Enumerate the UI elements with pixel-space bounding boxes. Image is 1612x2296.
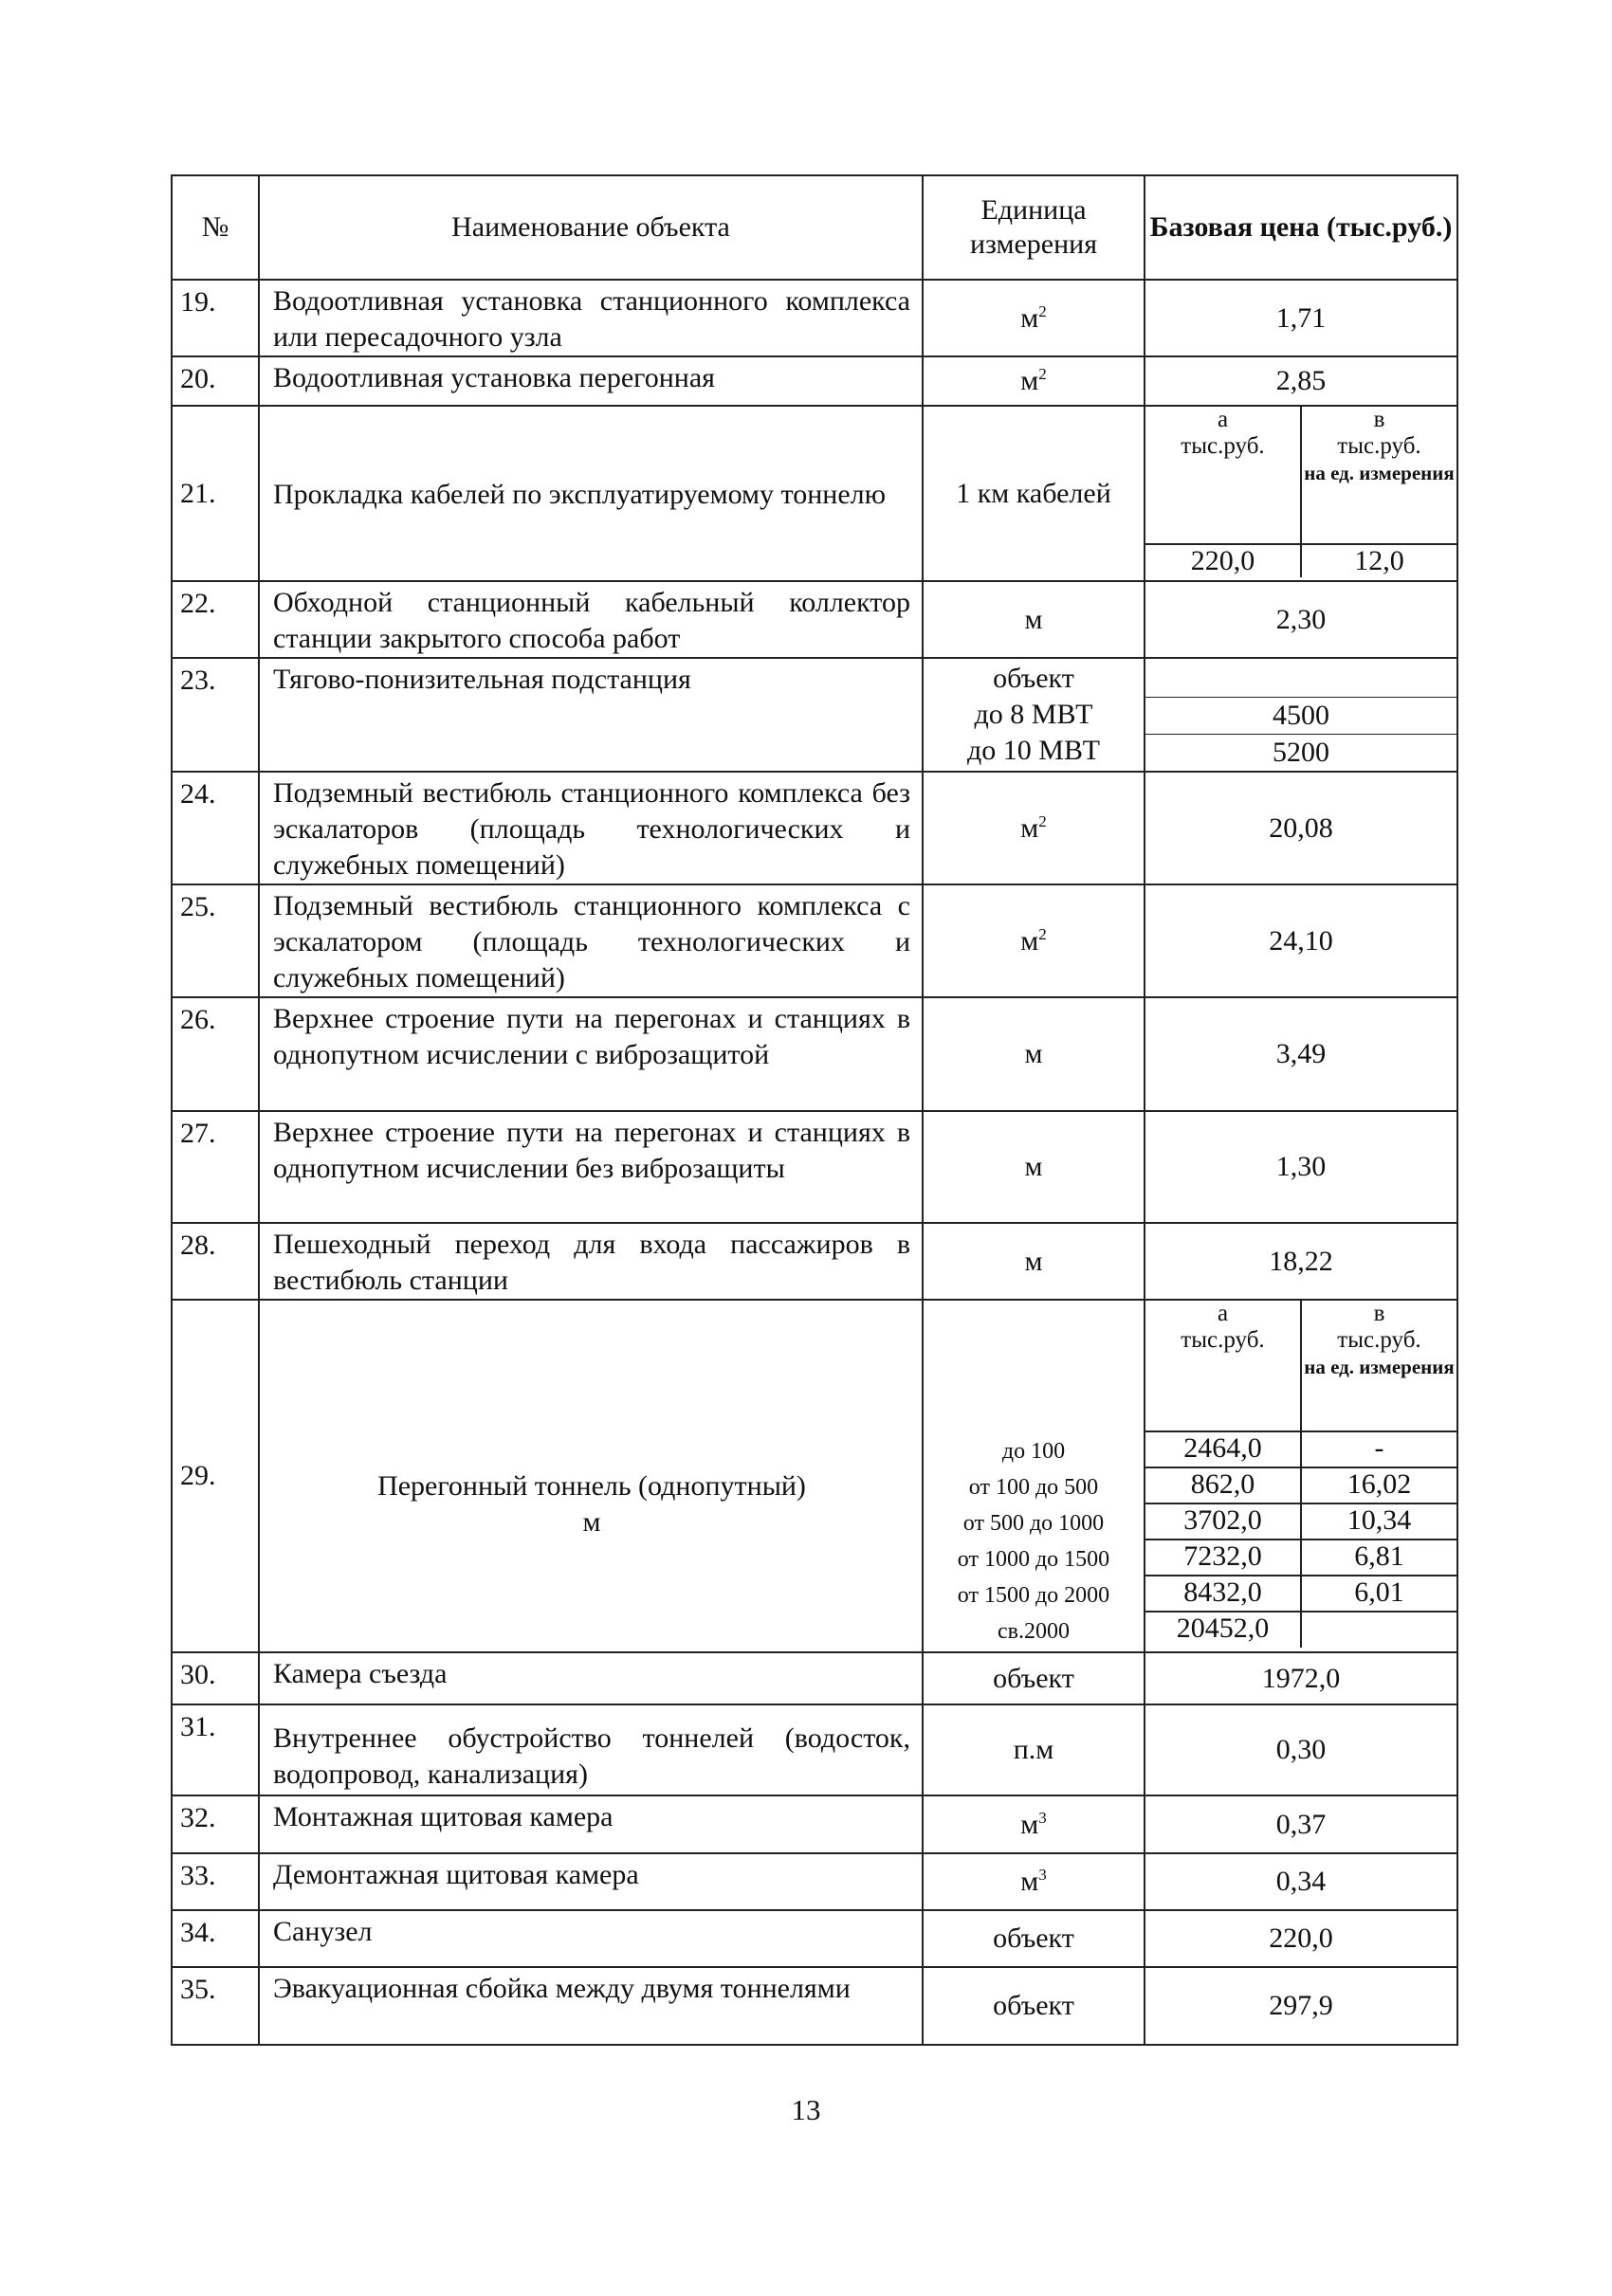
price-8mw: 4500 — [1145, 697, 1456, 734]
price-10mw: 5200 — [1145, 734, 1456, 771]
row-number: 32. — [172, 1795, 259, 1853]
table-row — [172, 406, 1457, 581]
row-unit: $м^3$ — [923, 1853, 1145, 1910]
row-name: Верхнее строение пути на перегонах и станциях в однопутном исчислении без виброзащиты — [259, 1111, 923, 1223]
table-row — [172, 1853, 1457, 1910]
price-split-table — [1145, 1301, 1456, 1648]
row-number: 24. — [172, 772, 259, 884]
row-number: 28. — [172, 1223, 259, 1300]
price-b — [1301, 1612, 1456, 1648]
row-name: Обходной станционный кабельный коллектор станции закрытого способа работ — [259, 581, 923, 658]
row-name: Тягово-понизительная подстанция — [259, 658, 923, 772]
row-price: 2,30 — [1145, 581, 1457, 658]
row-number: 21. — [172, 406, 259, 581]
price-table — [171, 174, 1458, 2046]
row-price: 0,34 — [1145, 1853, 1457, 1910]
table-row — [172, 1795, 1457, 1853]
row-number: 25. — [172, 884, 259, 997]
price-a: 2464,0 — [1145, 1431, 1301, 1467]
price-b: 6,81 — [1301, 1540, 1456, 1576]
table-row — [172, 1967, 1457, 2045]
row-number: 20. — [172, 356, 259, 406]
row-unit: п.м — [923, 1704, 1145, 1795]
table-row — [172, 1910, 1457, 1967]
row-number: 26. — [172, 997, 259, 1111]
price-a: 3702,0 — [1145, 1503, 1301, 1540]
row-number: 34. — [172, 1910, 259, 1967]
row-number: 35. — [172, 1967, 259, 2045]
price-b: 10,34 — [1301, 1503, 1456, 1540]
row-name: Прокладка кабелей по эксплуатируемому тоннелю — [259, 406, 923, 581]
range: до 100 — [1001, 1439, 1066, 1464]
price-b: 12,0 — [1301, 544, 1456, 577]
row-number: 29. — [172, 1300, 259, 1652]
row-unit: м — [923, 1223, 1145, 1300]
row-price: 0,30 — [1145, 1704, 1457, 1795]
table-row — [172, 772, 1457, 884]
table-row — [172, 581, 1457, 658]
row-name: Водоотливная установка перегонная — [259, 356, 923, 406]
row-name: Подземный вестибюль станционного комплекса с эскалатором (площадь технологических и служебных помещений) — [259, 884, 923, 997]
range: от 1000 до 1500 — [957, 1547, 1110, 1572]
row-number: 27. — [172, 1111, 259, 1223]
page-number: 13 — [791, 2093, 821, 2126]
row-name: Санузел — [259, 1910, 923, 1967]
table-row — [172, 356, 1457, 406]
table-row — [172, 1300, 1457, 1652]
header-no: № — [172, 175, 259, 280]
row-unit: объект — [923, 1652, 1145, 1704]
header-unit: Единица измерения — [923, 175, 1145, 280]
row-unit: $м^2$ — [923, 884, 1145, 997]
row-unit: объект — [923, 1910, 1145, 1967]
price-a: 220,0 — [1145, 544, 1301, 577]
row-price: 20,08 — [1145, 772, 1457, 884]
price-a: 7232,0 — [1145, 1540, 1301, 1576]
row-price: 1,30 — [1145, 1111, 1457, 1223]
row-unit: м — [923, 997, 1145, 1111]
subheader-a: а тыс.руб. — [1145, 407, 1301, 544]
row-price: 220,0 — [1145, 1910, 1457, 1967]
row-unit: $м^2$ — [923, 772, 1145, 884]
row-price-split — [1145, 406, 1457, 581]
row-number: 31. — [172, 1704, 259, 1795]
price-b: 16,02 — [1301, 1467, 1456, 1503]
table-row — [172, 1111, 1457, 1223]
row-price: 18,22 — [1145, 1223, 1457, 1300]
table-row — [172, 280, 1457, 356]
subheader-a: а тыс.руб. — [1145, 1301, 1301, 1431]
row-price: 24,10 — [1145, 884, 1457, 997]
row-unit-ranges — [923, 1300, 1145, 1652]
row-unit: объект — [923, 1967, 1145, 2045]
price-split-table — [1145, 407, 1456, 577]
price-a: 20452,0 — [1145, 1612, 1301, 1648]
row-number: 22. — [172, 581, 259, 658]
row-name: Подземный вестибюль станционного комплекса без эскалаторов (площадь технологических и служебных помещений) — [259, 772, 923, 884]
range: св.2000 — [998, 1619, 1070, 1644]
row-number: 30. — [172, 1652, 259, 1704]
row-name: Внутреннее обустройство тоннелей (водосток, водопровод, канализация) — [259, 1704, 923, 1795]
header-name: Наименование объекта — [259, 175, 923, 280]
row-price: 0,37 — [1145, 1795, 1457, 1853]
row-unit: $м^2$ — [923, 280, 1145, 356]
row-unit: $м^2$ — [923, 356, 1145, 406]
row-number: 19. — [172, 280, 259, 356]
row-unit: м — [923, 581, 1145, 658]
price-a: 862,0 — [1145, 1467, 1301, 1503]
row-number: 23. — [172, 658, 259, 772]
row-price: 3,49 — [1145, 997, 1457, 1111]
row-price: 2,85 — [1145, 356, 1457, 406]
row-name: Перегонный тоннель (однопутный) м — [259, 1300, 923, 1652]
table-row — [172, 658, 1457, 772]
row-price: 1972,0 — [1145, 1652, 1457, 1704]
table-row — [172, 997, 1457, 1111]
row-name: Эвакуационная сбойка между двумя тоннелями — [259, 1967, 923, 2045]
table-row — [172, 1223, 1457, 1300]
price-b: - — [1301, 1431, 1456, 1467]
row-price: 1,71 — [1145, 280, 1457, 356]
subheader-b: в тыс.руб. на ед. измерения — [1301, 1301, 1456, 1431]
table-row — [172, 884, 1457, 997]
price-a: 8432,0 — [1145, 1576, 1301, 1612]
row-unit: м — [923, 1111, 1145, 1223]
row-name: Камера съезда — [259, 1652, 923, 1704]
row-unit: 1 км кабелей — [923, 406, 1145, 581]
range: от 100 до 500 — [968, 1475, 1099, 1500]
row-number: 33. — [172, 1853, 259, 1910]
header-price: Базовая цена (тыс.руб.) — [1145, 175, 1457, 280]
row-price: 297,9 — [1145, 1967, 1457, 2045]
subheader-b: в тыс.руб. на ед. измерения — [1301, 407, 1456, 544]
table-row — [172, 1652, 1457, 1704]
row-price-stack — [1145, 658, 1457, 772]
range: от 1500 до 2000 — [957, 1583, 1110, 1608]
range: от 500 до 1000 — [962, 1511, 1105, 1536]
price-b: 6,01 — [1301, 1576, 1456, 1612]
row-name: Водоотливная установка станционного комплекса или пересадочного узла — [259, 280, 923, 356]
row-unit: $м^3$ — [923, 1795, 1145, 1853]
table-header-row — [172, 175, 1457, 280]
row-name: Верхнее строение пути на перегонах и станциях в однопутном исчислении с виброзащитой — [259, 997, 923, 1111]
row-name: Пешеходный переход для входа пассажиров в вестибюль станции — [259, 1223, 923, 1300]
table-row — [172, 1704, 1457, 1795]
row-unit: объект до 8 МВТ до 10 МВТ — [923, 658, 1145, 772]
row-name: Монтажная щитовая камера — [259, 1795, 923, 1853]
row-price-split — [1145, 1300, 1457, 1652]
row-name: Демонтажная щитовая камера — [259, 1853, 923, 1910]
